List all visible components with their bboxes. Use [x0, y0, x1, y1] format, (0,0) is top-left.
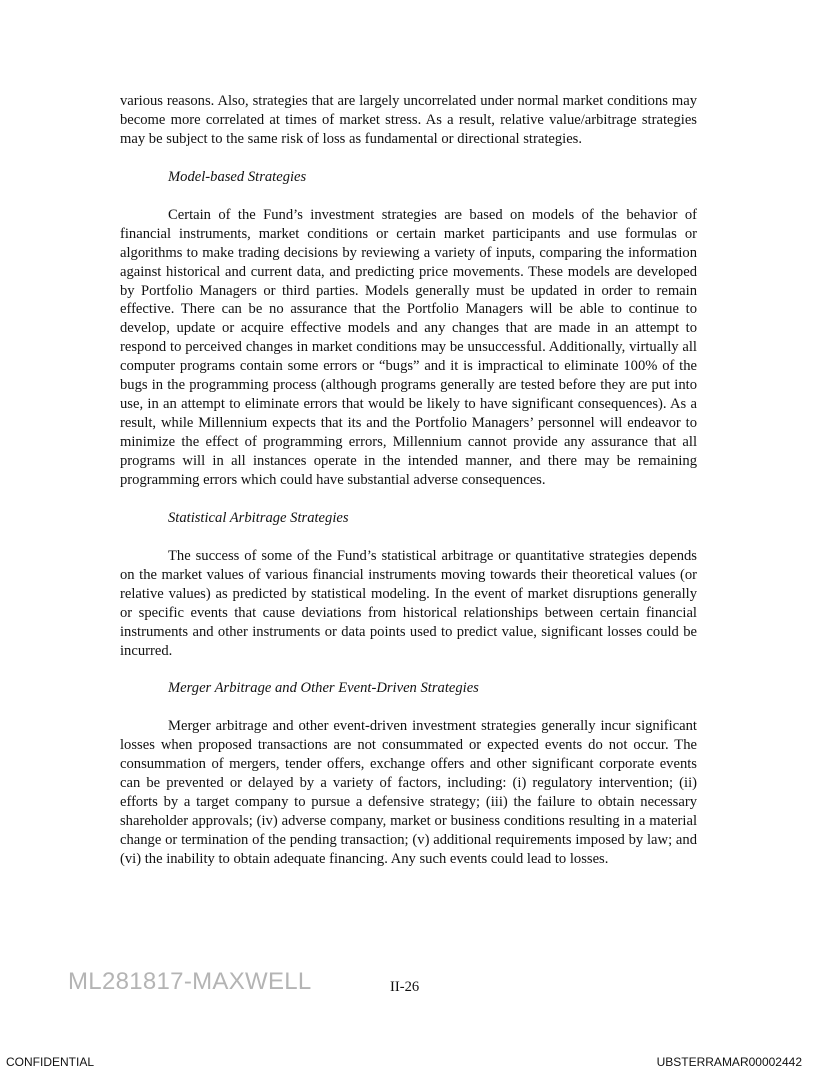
paragraph-statistical-arbitrage: The success of some of the Fund’s statistical arbitrage or quantitative strategies depends on the market values of various financial instruments moving towards their theoretical values (or relative values) as predicted by statistical modeling. In the event of market disruptions generally or specific events that cause deviations from historical relationships between certain financial instruments and other instruments or data points used to predict value, significant losses could be incurred. — [120, 547, 697, 659]
page-number: II-26 — [390, 979, 420, 995]
paragraph-merger-arbitrage: Merger arbitrage and other event-driven investment strategies generally incur significant losses when proposed transactions are not consummated or expected events do not occur. The consummation of mergers, tender offers, exchange offers and other significant corporate events can be prevented or delayed by a variety of factors, including: (i) regulatory intervention; (ii) efforts by a target company to pursue a defensive strategy; (iii) the failure to obtain necessary shareholder approvals; (iv) adverse company, market or business conditions resulting in a material change or termination of the pending transaction; (v) additional requirements imposed by law; and (vi) the inability to obtain adequate financing. Any such events could lead to losses. — [120, 718, 697, 868]
heading-statistical-arbitrage: Statistical Arbitrage Strategies — [168, 509, 349, 526]
confidential-label: CONFIDENTIAL — [6, 1055, 95, 1069]
bates-stamp: ML281817-MAXWELL — [68, 968, 312, 995]
paragraph-model-based: Certain of the Fund’s investment strategies are based on models of the behavior of financial instruments, market conditions or certain market participants and use formulas or algorithms to make trading decisions by reviewing a variety of inputs, comparing the information against historical and current data, and predicting price movements. These models are developed by Portfolio Managers or third parties. Models generally must be updated in order to remain effective. There can be no assurance that the Portfolio Managers will be able to continue to develop, update or acquire effective models and any changes that are made in an attempt to respond to perceived changes in market conditions may be unsuccessful. Additionally, virtually all computer programs contain some errors or “bugs” and it is impractical to eliminate 100% of the bugs in the programming process (although programs generally are tested before they are put into use, in an attempt to eliminate errors that would be likely to have significant consequences). As a result, while Millennium expects that its and the Portfolio Managers’ personnel will endeavor to minimize the effect of programming errors, Millennium cannot provide any assurance that all programs will in all instances operate in the intended manner, and there may be remaining programming errors which could have substantial adverse consequences. — [120, 206, 697, 489]
paragraph-intro: various reasons. Also, strategies that are largely uncorrelated under normal market conditions may become more correlated at times of market stress. As a result, relative value/arbitrage strategies may be subject to the same risk of loss as fundamental or directional strategies. — [120, 93, 697, 147]
heading-merger-arbitrage: Merger Arbitrage and Other Event-Driven Strategies — [168, 680, 479, 697]
document-id: UBSTERRAMAR00002442 — [656, 1055, 802, 1069]
heading-model-based-strategies: Model-based Strategies — [168, 168, 307, 185]
document-body — [120, 92, 697, 888]
